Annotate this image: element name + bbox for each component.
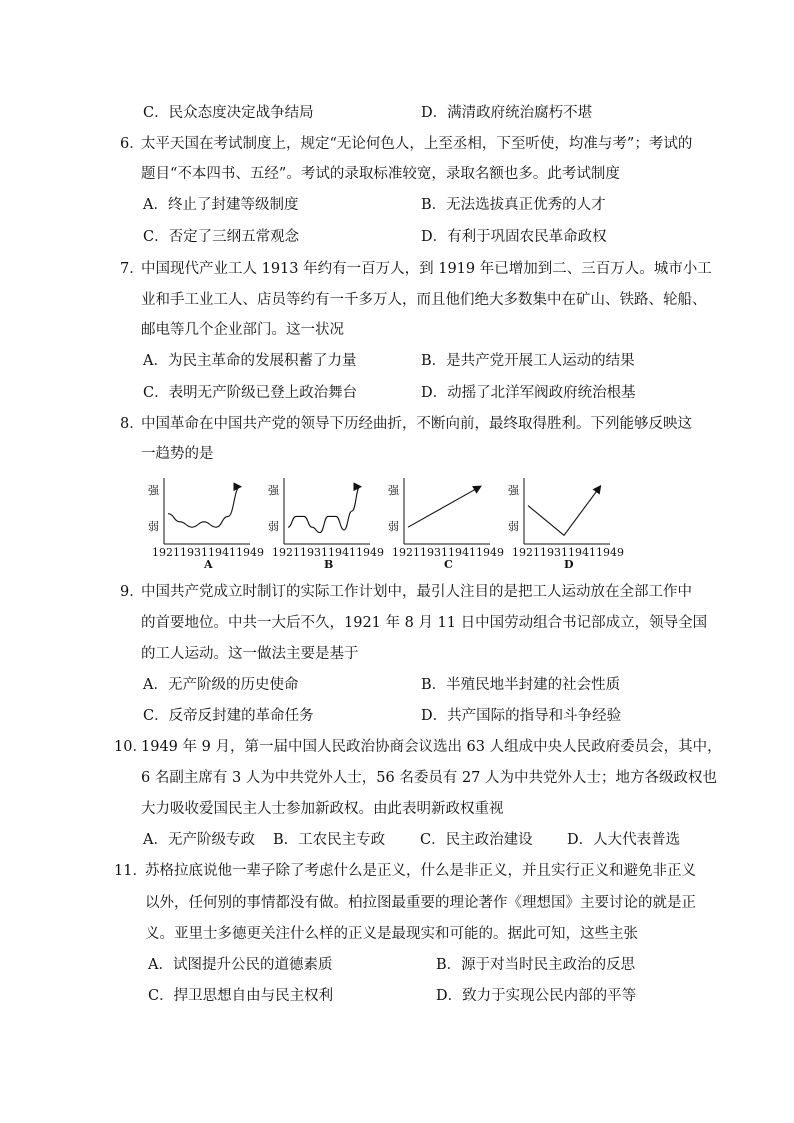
panel-letter: B	[324, 558, 334, 571]
x-tick-label: 1949	[236, 546, 264, 559]
panel-d	[508, 478, 624, 571]
q5-option-c: C．民众态度决定战争结局	[143, 105, 314, 121]
q9-option-a: A．无产阶级的历史使命	[143, 677, 299, 693]
y-label-strong: 强	[148, 484, 159, 497]
q11-stem-line1: 苏格拉底说他一辈子除了考虑什么是正义，什么是非正义，并且实行正义和避免非正义	[145, 863, 696, 879]
x-tick-label: 1949	[356, 546, 384, 559]
trend-line	[408, 487, 480, 528]
q11-option-d: D．致力于实现公民内部的平等	[436, 988, 637, 1004]
trend-line	[288, 487, 360, 533]
q7-stem-line3: 邮电等几个企业部门。这一状况	[141, 322, 344, 338]
q5-option-d: D．满清政府统治腐朽不堪	[421, 105, 593, 121]
x-tick-label: 1921	[512, 546, 540, 559]
panel-letter: C	[444, 558, 453, 571]
panel-letter: D	[564, 558, 574, 571]
q10-option-c: C．民主政治建设	[420, 832, 533, 848]
x-tick-label: 1921	[272, 546, 300, 559]
q10-option-d: D．人大代表普选	[567, 832, 681, 848]
q6-stem-line1: 太平天国在考试制度上，规定“无论何色人，上至丞相，下至听使，均准与考”；考试的	[141, 136, 693, 152]
y-label-strong: 强	[268, 484, 279, 497]
x-tick-label: 1941	[568, 546, 596, 559]
q8-stem-line2: 一趋势的是	[141, 446, 214, 462]
y-label-weak: 弱	[388, 520, 399, 533]
x-tick-label: 1921	[152, 546, 180, 559]
panel-letter: A	[204, 558, 213, 571]
q7-stem-line1: 中国现代产业工人 1913 年约有一百万人，到 1919 年已增加到二、三百万人。城市小工	[141, 261, 712, 277]
trend-line	[528, 487, 600, 536]
q7-option-b: B．是共产党开展工人运动的结果	[421, 353, 635, 369]
y-label-weak: 弱	[508, 520, 519, 533]
q7-option-d: D．动摇了北洋军阀政府统治根基	[421, 385, 636, 401]
q10-number: 10．	[114, 739, 147, 755]
q9-number: 9．	[120, 584, 144, 600]
x-tick-label: 1931	[180, 546, 208, 559]
q6-option-c: C．否定了三纲五常观念	[143, 229, 300, 245]
q6-option-d: D．有利于巩固农民革命政权	[421, 229, 607, 245]
x-tick-label: 1931	[420, 546, 448, 559]
q8-stem-line1: 中国革命在中国共产党的领导下历经曲折，不断向前，最终取得胜利。下列能够反映这	[141, 416, 692, 432]
q9-stem-line2: 的首要地位。中共一大后不久，1921 年 8 月 11 日中国劳动组合书记部成立，领导全国	[141, 615, 708, 631]
q9-option-d: D．共产国际的指导和斗争经验	[421, 708, 622, 724]
panel-b	[268, 478, 384, 571]
q6-stem-line2: 题目“不本四书、五经”。考试的录取标准较宽，录取名额也多。此考试制度	[141, 166, 620, 182]
x-tick-label: 1941	[328, 546, 356, 559]
q11-stem-line3: 义。亚里士多德更关注什么样的正义是最现实和可能的。据此可知，这些主张	[145, 926, 638, 942]
q10-option-a: A．无产阶级专政	[143, 832, 255, 848]
q9-stem-line3: 的工人运动。这一做法主要是基于	[141, 646, 359, 662]
panel-c	[388, 478, 504, 571]
panel-a	[148, 478, 264, 571]
q7-stem-line2: 业和手工业工人、店员等约有一千多万人，而且他们绝大多数集中在矿山、铁路、轮船、	[141, 292, 707, 308]
q6-option-a: A．终止了封建等级制度	[143, 197, 299, 213]
q9-option-c: C．反帝反封建的革命任务	[143, 708, 314, 724]
x-tick-label: 1941	[208, 546, 236, 559]
q11-option-c: C．捍卫思想自由与民主权利	[148, 988, 334, 1004]
trend-charts-svg	[140, 472, 630, 570]
x-tick-label: 1931	[300, 546, 328, 559]
q10-option-b: B．工农民主专政	[273, 832, 386, 848]
x-tick-label: 1949	[596, 546, 624, 559]
y-label-strong: 强	[388, 484, 399, 497]
q10-stem-line1: 1949 年 9 月，第一届中国人民政治协商会议选出 63 人组成中央人民政府委员会，其中，	[141, 739, 722, 755]
x-tick-label: 1931	[540, 546, 568, 559]
q7-option-c: C．表明无产阶级已登上政治舞台	[143, 385, 358, 401]
q11-option-a: A．试图提升公民的道德素质	[148, 957, 333, 973]
trend-line	[168, 487, 240, 528]
q6-number: 6．	[120, 136, 144, 152]
q11-option-b: B．源于对当时民主政治的反思	[436, 957, 636, 973]
x-tick-label: 1921	[392, 546, 420, 559]
y-label-weak: 弱	[148, 520, 159, 533]
q10-stem-line2: 6 名副主席有 3 人为中共党外人士，56 名委员有 27 人为中共党外人士；地方各级政权也	[141, 770, 718, 786]
q11-number: 11．	[114, 863, 147, 879]
q7-number: 7．	[120, 261, 144, 277]
q8-trend-charts	[140, 472, 630, 570]
q10-stem-line3: 大力吸收爱国民主人士参加新政权。由此表明新政权重视	[141, 801, 504, 817]
y-label-weak: 弱	[268, 520, 279, 533]
q8-number: 8．	[120, 416, 144, 432]
x-tick-label: 1941	[448, 546, 476, 559]
y-label-strong: 强	[508, 484, 519, 497]
q6-option-b: B．无法选拔真正优秀的人才	[421, 197, 606, 213]
q11-stem-line2: 以外，任何别的事情都没有做。柏拉图最重要的理论著作《理想国》主要讨论的就是正	[145, 895, 696, 911]
q7-option-a: A．为民主革命的发展积蓄了力量	[143, 353, 357, 369]
q9-stem-line1: 中国共产党成立时制订的实际工作计划中，最引人注目的是把工人运动放在全部工作中	[141, 584, 692, 600]
x-tick-label: 1949	[476, 546, 504, 559]
q9-option-b: B．半殖民地半封建的社会性质	[421, 677, 621, 693]
